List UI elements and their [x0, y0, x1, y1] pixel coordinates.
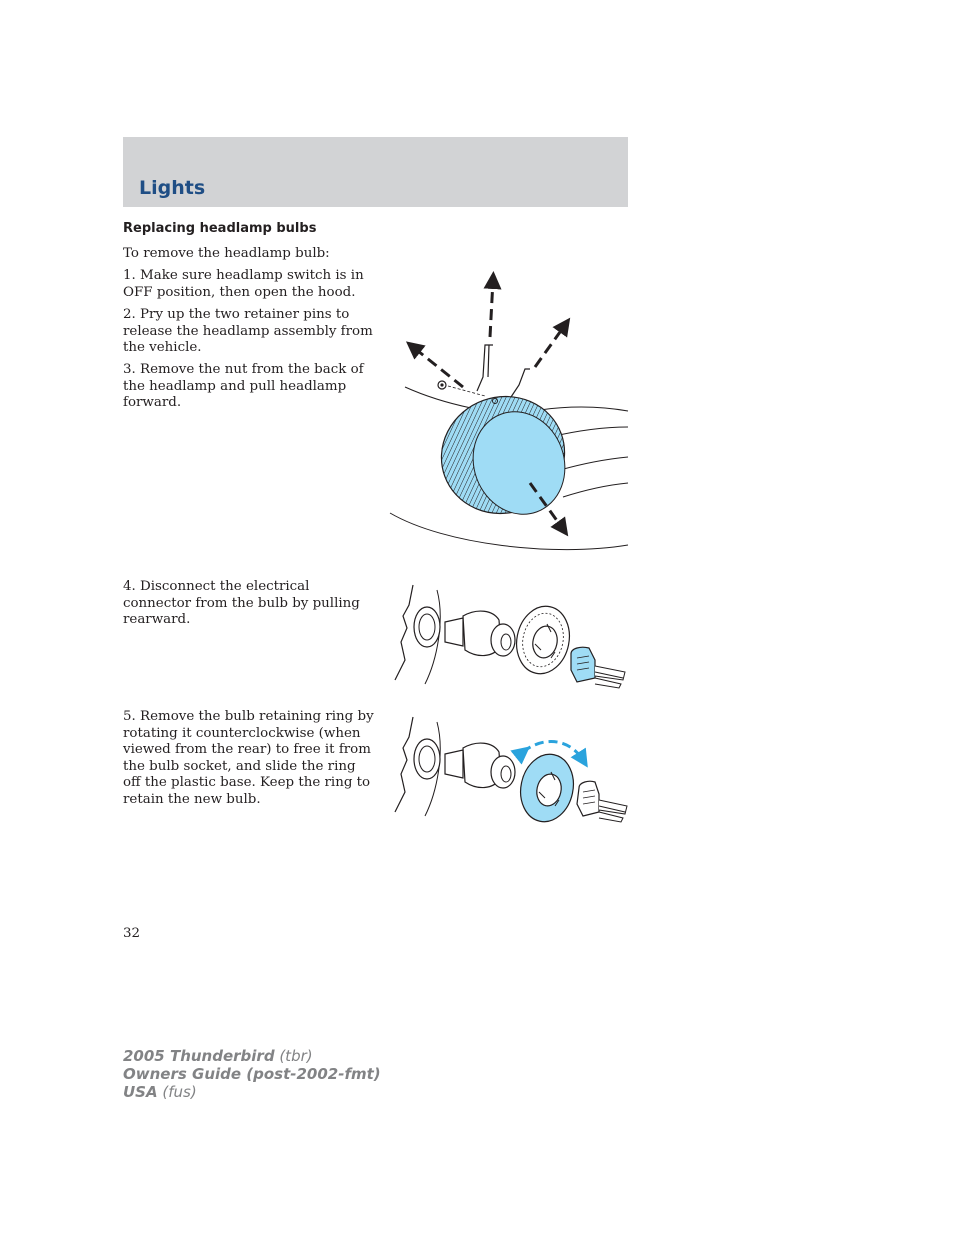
- footer-market: USA: [123, 1083, 158, 1101]
- footer-line-3: [123, 1083, 381, 1101]
- section-title: Lights: [139, 177, 206, 199]
- step-3-text: 3. Remove the nut from the back of the headlamp and pull headlamp forward.: [123, 362, 364, 410]
- intro-text: To remove the headlamp bulb:: [123, 246, 330, 261]
- page-number: 32: [123, 926, 141, 941]
- footer-line-2: [123, 1065, 381, 1083]
- section-header-band: [123, 137, 628, 207]
- footer-market-code: (fus): [157, 1083, 197, 1101]
- footer-model-code: (tbr): [274, 1047, 313, 1065]
- footer-line-1: [123, 1047, 381, 1065]
- headlamp-removal-illustration: [385, 265, 630, 560]
- step-5-text: 5. Remove the bulb retaining ring by rotating it counterclockwise (when viewed from the rear) to free it from the bulb socket, and slide the ring off the plastic base. Keep the ring to retain the new bulb.: [123, 709, 374, 807]
- step-2-text: 2. Pry up the two retainer pins to release the headlamp assembly from the vehicle.: [123, 307, 373, 355]
- step-4-text: 4. Disconnect the electrical connector from the bulb by pulling rearward.: [123, 579, 360, 627]
- document-footer: [123, 1047, 381, 1101]
- footer-model: 2005 Thunderbird: [123, 1047, 275, 1065]
- section-heading: Replacing headlamp bulbs: [123, 221, 317, 236]
- electrical-connector-illustration: [385, 580, 630, 695]
- retaining-ring-rotation-illustration: [385, 712, 630, 827]
- footer-guide: Owners Guide (post-2002-fmt): [123, 1065, 381, 1083]
- step-1-text: 1. Make sure headlamp switch is in OFF position, then open the hood.: [123, 268, 364, 300]
